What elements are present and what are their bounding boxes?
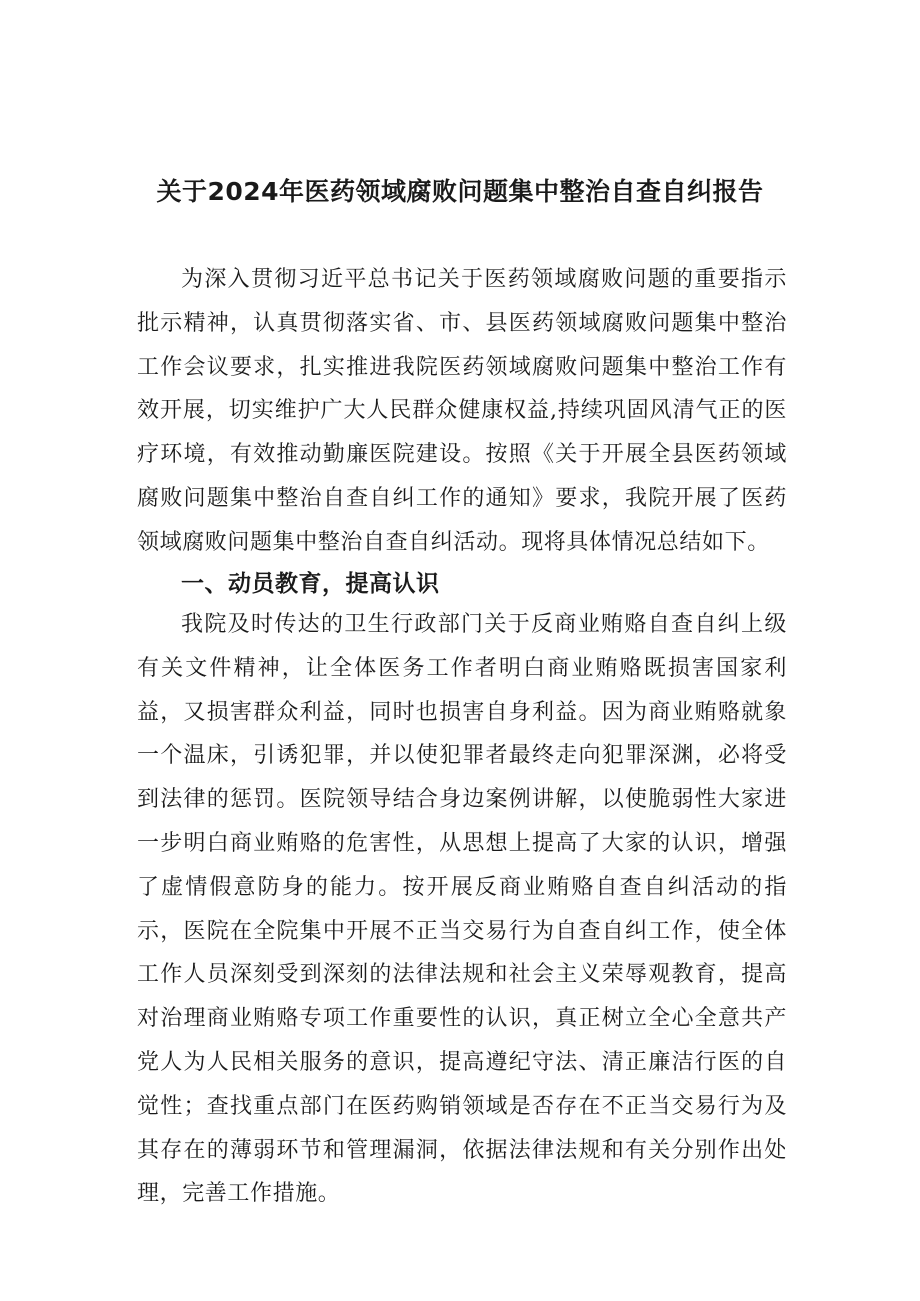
intro-paragraph: 为深入贯彻习近平总书记关于医药领域腐败问题的重要指示批示精神，认真贯彻落实省、市、县医药领域腐败问题集中整治工作会议要求，扎实推进我院医药领域腐败问题集中整治工作有效开展，切实维护广大人民群众健康权益,持续巩固风清气正的医疗环境，有效推动勤廉医院建设。按照《关于开展全县医药领域腐败问题集中整治自查自纠工作的通知》要求，我院开展了医药领域腐败问题集中整治自查自纠活动。现将具体情况总结如下。 [137,267,787,555]
section-paragraph-1: 我院及时传达的卫生行政部门关于反商业贿赂自查自纠上级有关文件精神，让全体医务工作者明白商业贿赂既损害国家利益，又损害群众利益，同时也损害自身利益。因为商业贿赂就象一个温床，引诱犯罪，并以使犯罪者最终走向犯罪深渊，必将受到法律的惩罚。医院领导结合身边案例讲解，以使脆弱性大家进一步明白商业贿赂的危害性，从思想上提高了大家的认识，增强了虚情假意防身的能力。按开展反商业贿赂自查自纠活动的指示，医院在全院集中开展不正当交易行为自查自纠工作，使全体工作人员深刻受到深刻的法律法规和社会主义荣辱观教育，提高对治理商业贿赂专项工作重要性的认识，真正树立全心全意共产党人为人民相关服务的意识，提高遵纪守法、清正廉洁行医的自觉性；查找重点部门在医药购销领域是否存在不正当交易行为及其存在的薄弱环节和管理漏洞，依据法律法规和有关分别作出处理，完善工作措施。 [137,612,787,1207]
document-title: 关于2024年医药领域腐败问题集中整治自查自纠报告 [156,177,764,206]
section-heading-1: 一、动员教育，提高认识 [181,571,440,597]
